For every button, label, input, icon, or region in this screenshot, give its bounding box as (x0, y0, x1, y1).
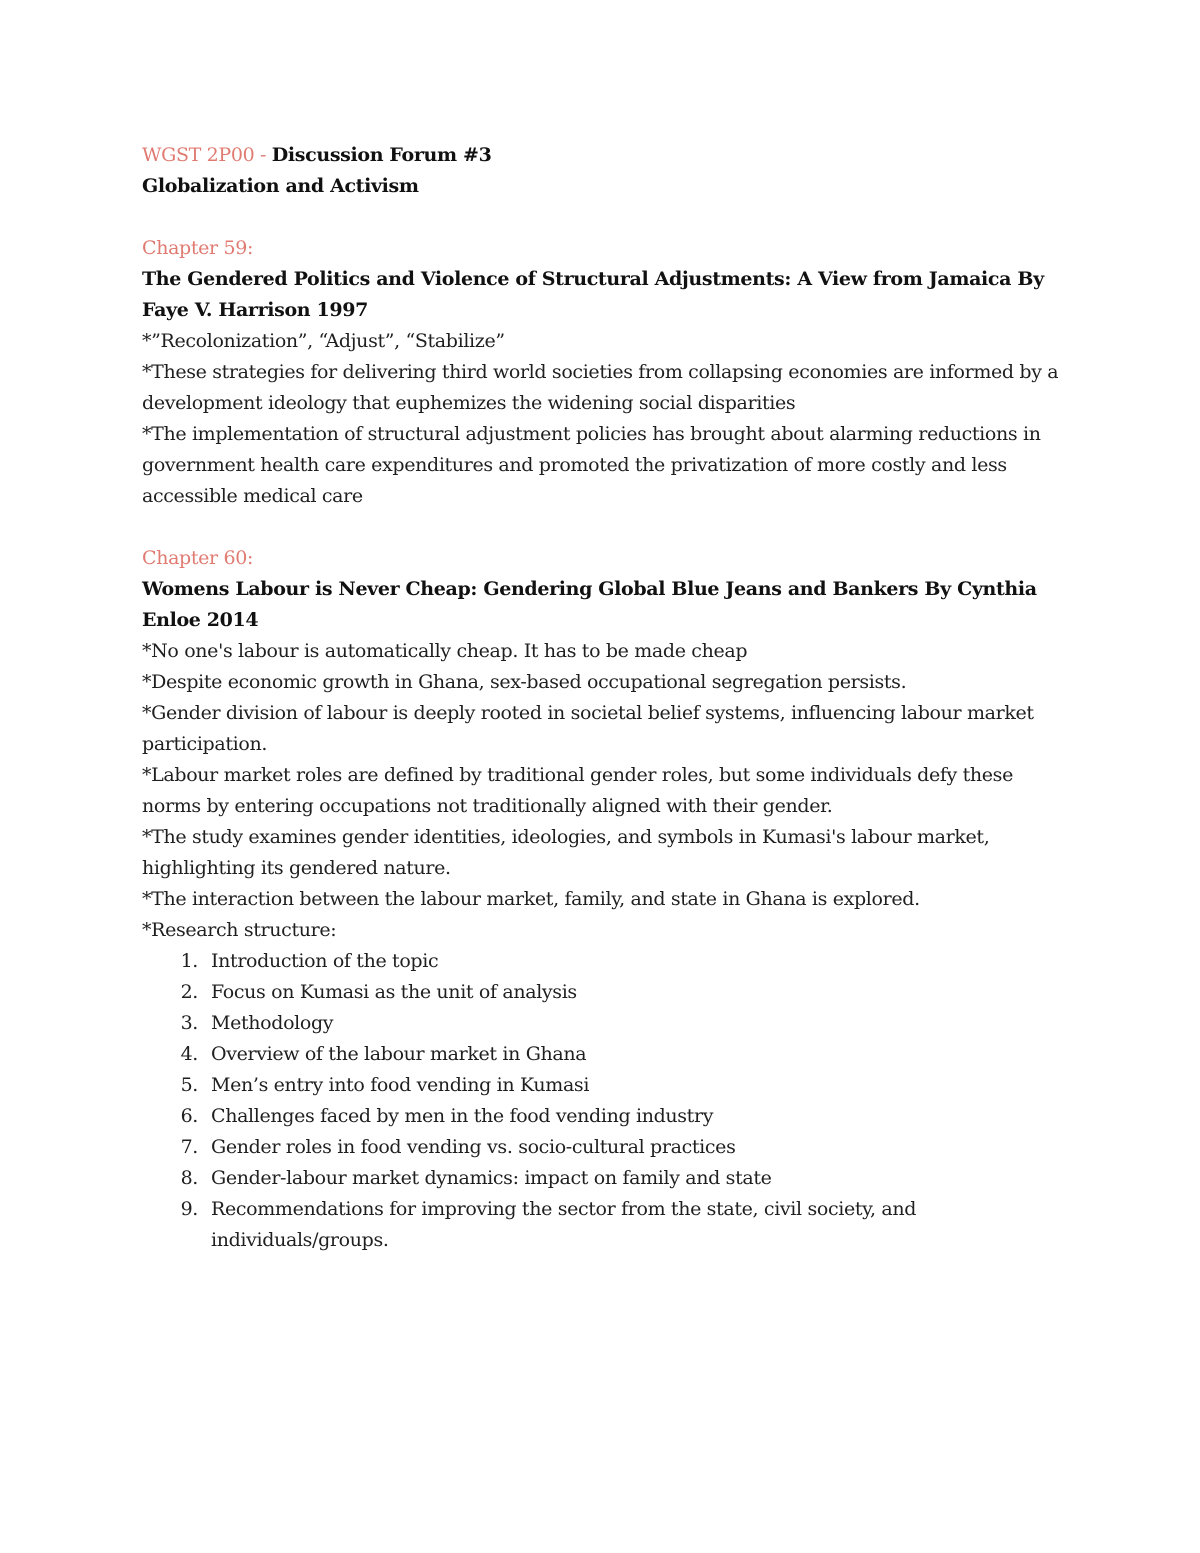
list-number: 8. (180, 1167, 198, 1189)
list-number: 3. (180, 1012, 198, 1034)
list-item-text: Focus on Kumasi as the unit of analysis (211, 981, 577, 1003)
list-item-text: Gender roles in food vending vs. socio-cultural practices (211, 1136, 736, 1158)
spacer (142, 202, 1062, 233)
chapter-title: The Gendered Politics and Violence of Structural Adjustments: A View from Jamaica By Faye V. Harrison 1997 (142, 268, 1044, 321)
bullet-point: *The implementation of structural adjustment policies has brought about alarming reductions in government health care expenditures and promoted the privatization of more costly and less accessible medical care (142, 423, 1041, 507)
list-item (142, 1163, 1062, 1194)
bullet-point: *”Recolonization”, “Adjust”, “Stabilize” (142, 330, 505, 352)
list-item-text: Introduction of the topic (211, 950, 439, 972)
document-header (142, 140, 1062, 171)
research-structure-list (142, 946, 1062, 1256)
chapter-label: Chapter 60: (142, 547, 253, 569)
list-number: 2. (180, 981, 198, 1003)
bullet-point: *The study examines gender identities, ideologies, and symbols in Kumasi's labour market, highlighting its gendered nature. (142, 826, 990, 879)
list-item (142, 1132, 1062, 1163)
chapter-59-section (142, 233, 1062, 512)
bullet-point: *Despite economic growth in Ghana, sex-based occupational segregation persists. (142, 671, 907, 693)
chapter-label: Chapter 59: (142, 237, 253, 259)
list-number: 4. (180, 1043, 198, 1065)
list-item (142, 1008, 1062, 1039)
spacer (142, 512, 1062, 543)
course-code: WGST 2P00 - (142, 144, 272, 166)
list-item-text: Gender-labour market dynamics: impact on family and state (211, 1167, 772, 1189)
list-item (142, 1070, 1062, 1101)
bullet-point: *Research structure: (142, 919, 337, 941)
list-number: 9. (180, 1198, 198, 1220)
list-item-text: Overview of the labour market in Ghana (211, 1043, 587, 1065)
chapter-60-section (142, 543, 1062, 1256)
bullet-point: *The interaction between the labour market, family, and state in Ghana is explored. (142, 888, 920, 910)
list-item (142, 946, 1062, 977)
forum-title: Discussion Forum #3 (271, 144, 492, 166)
bullet-point: *Labour market roles are defined by traditional gender roles, but some individuals defy these norms by entering occupations not traditionally aligned with their gender. (142, 764, 1013, 817)
list-number: 6. (180, 1105, 198, 1127)
chapter-title: Womens Labour is Never Cheap: Gendering Global Blue Jeans and Bankers By Cynthia Enloe 2014 (142, 578, 1037, 631)
list-item (142, 1194, 1062, 1256)
list-item-text: Methodology (211, 1012, 334, 1034)
list-item-text: Recommendations for improving the sector from the state, civil society, and individuals/groups. (211, 1198, 917, 1251)
list-item (142, 1101, 1062, 1132)
list-item-text: Challenges faced by men in the food vending industry (211, 1105, 714, 1127)
bullet-point: *No one's labour is automatically cheap. It has to be made cheap (142, 640, 748, 662)
list-number: 1. (180, 950, 198, 972)
list-number: 5. (180, 1074, 198, 1096)
topic-title: Globalization and Activism (142, 175, 419, 197)
list-number: 7. (180, 1136, 198, 1158)
list-item-text: Men’s entry into food vending in Kumasi (211, 1074, 590, 1096)
document-page (142, 140, 1062, 1256)
bullet-point: *Gender division of labour is deeply rooted in societal belief systems, influencing labour market participation. (142, 702, 1034, 755)
list-item (142, 1039, 1062, 1070)
list-item (142, 977, 1062, 1008)
bullet-point: *These strategies for delivering third world societies from collapsing economies are informed by a development ideology that euphemizes the widening social disparities (142, 361, 1059, 414)
